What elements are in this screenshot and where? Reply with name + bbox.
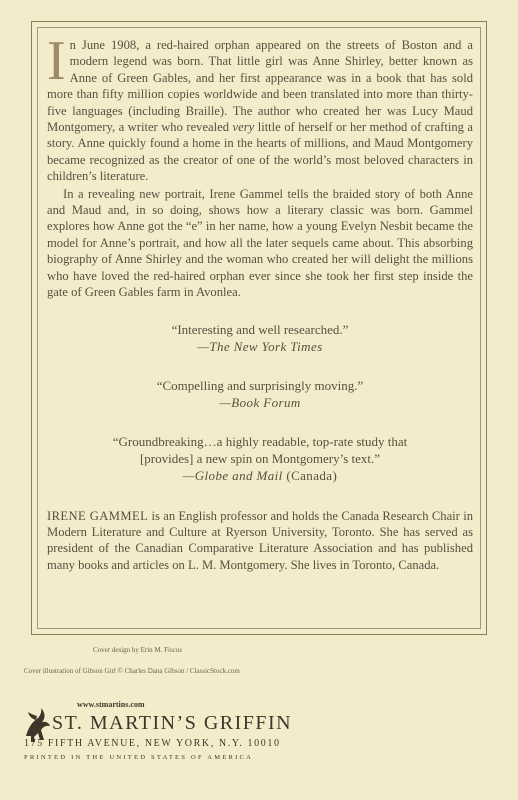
printed-in: PRINTED IN THE UNITED STATES OF AMERICA <box>24 754 254 761</box>
review-quote-1 <box>47 321 473 355</box>
quote-source: —The New York Times <box>197 338 323 354</box>
description-paragraph-1: In June 1908, a red-haired orphan appeared on the streets of Boston and a modern legend was born. That little girl was Anne Shirley, better known as Anne of Green Gables, and her first appearance was in a book that has sold more than fifty million copies worldwide and been translated into more than thirty-five languages (including Braille). The author who created her was Lucy Maud Montgomery, a writer who revealed very little of herself or her method of crafting a story. Anne quickly found a home in the hearts of millions, and Maud Montgomery became recognized as the creator of one of the world’s most beloved characters in children’s literature. <box>47 30 474 184</box>
cover-illustration-credit: Cover illustration of Gibson Girl © Charles Dana Gibson / ClassicStock.com <box>24 667 240 675</box>
quote-text: “Compelling and surprisingly moving.” <box>156 377 364 393</box>
review-quote-2 <box>47 377 473 411</box>
author-name: IRENE GAMMEL <box>47 508 149 523</box>
cover-design-credit: Cover design by Erin M. Fiscus <box>93 646 183 654</box>
quote-text: “Interesting and well researched.” <box>171 321 349 337</box>
author-bio: IRENE GAMMEL is an English professor and holds the Canada Research Chair in Modern Literature and Culture at Ryerson University, Toronto. She has served as president of the Canadian Comparative Literature Association and has published many books and articles on L. M. Montgomery. She lives in Toronto, Canada. <box>47 508 473 572</box>
description-paragraph-2: In a revealing new portrait, Irene Gammel tells the braided story of both Anne and Maud and, in so doing, shows how a literary classic was born. Gammel explores how Anne got the “e” in her name, how a young Evelyn Nesbit became the model for Anne’s portrait, and how all the later sequels came about. This absorbing biography of Anne Shirley and the woman who created her will delight the millions who have loved the red-haired orphan ever since she took her first step inside the gate of Green Gables farm in Avonlea. <box>47 186 473 300</box>
review-quote-3 <box>47 433 473 484</box>
publisher-url: www.stmartins.com <box>77 700 145 709</box>
quote-source: —Book Forum <box>219 394 301 410</box>
quote-source: —Globe and Mail (Canada) <box>182 467 338 483</box>
publisher-name: ST. MARTIN’S GRIFFIN <box>52 712 293 734</box>
quote-text: “Groundbreaking…a highly readable, top-rate study that [provides] a new spin on Montgomery’s text.” <box>112 433 408 466</box>
back-cover-copy <box>47 30 474 586</box>
publisher-address: 175 FIFTH AVENUE, NEW YORK, N.Y. 10010 <box>24 738 281 749</box>
drop-cap: I <box>47 30 66 92</box>
